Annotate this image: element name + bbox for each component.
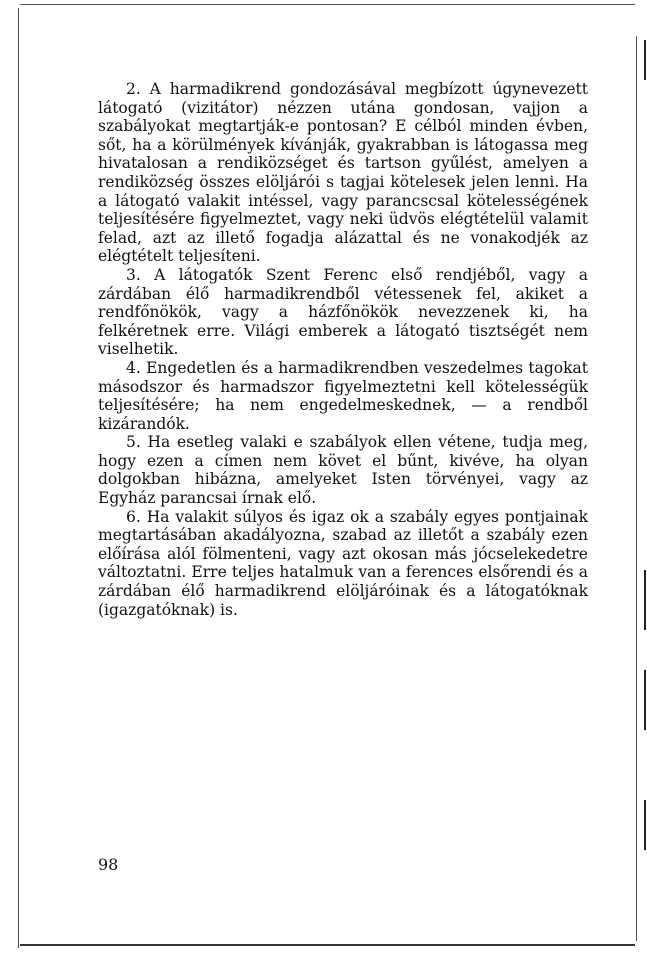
paragraph-4: 4. Engedetlen és a harmadikrendben veszedelmes tagokat másodszor és harmadszor figyelmeztetni kell kötelességük teljesítésére; ha nem engedelmeskednek, — a rendből kizárandók. bbox=[98, 358, 588, 433]
page-number: 98 bbox=[98, 855, 119, 874]
body-text bbox=[98, 80, 588, 619]
scan-mark bbox=[644, 570, 646, 630]
scan-border-bottom bbox=[20, 944, 635, 946]
paragraph-2: 2. A harmadikrend gondozásával megbízott úgynevezett látogató (vizitátor) nézzen utána gondosan, vajjon a szabályokat megtartják-e pontosan? E célból minden évben, sőt, ha a körülmények kívánják, gyakrabban is látogassa meg hivatalosan a rendiközséget és tartson gyűlést, amelyen a rendiközség összes elöljárói s tagjai kötelesek jelen lenni. Ha a látogató valakit intéssel, vagy parancscsal kötelességének teljesítésére figyelmeztet, vagy neki üdvös elégtételül valamit felad, azt az illető fogadja alázattal és ne vonakodjék az elégtételt teljesíteni. bbox=[98, 80, 588, 266]
scan-mark bbox=[644, 800, 646, 850]
scan-mark bbox=[644, 40, 646, 80]
paragraph-6: 6. Ha valakit súlyos és igaz ok a szabály egyes pontjainak megtartásában akadályozna, szabad az illetőt a szabály ezen előírása alól fölmenteni, vagy azt okosan más jócselekedetre változtatni. Erre teljes hatalmuk van a ferences elsőrendi és a zárdában élő harmadikrend elöljáróinak és a látogatóknak (igazgatóknak) is. bbox=[98, 507, 588, 619]
paragraph-3: 3. A látogatók Szent Ferenc első rendjéből, vagy a zárdában élő harmadikrendből vétessenek fel, akiket a rendfőnökök, vagy a házfőnökök nevezzenek ki, ha felkéretnek erre. Világi emberek a látogató tisztségét nem viselhetik. bbox=[98, 265, 588, 359]
scan-border-right bbox=[636, 36, 637, 941]
paragraph-5: 5. Ha esetleg valaki e szabályok ellen vétene, tudja meg, hogy ezen a címen nem követ el bűnt, kivéve, ha olyan dolgokban hibázna, amelyeket Isten törvényei, vagy az Egyház parancsai írnak elő. bbox=[98, 433, 588, 508]
scan-border-left bbox=[18, 8, 19, 948]
scan-mark bbox=[644, 670, 646, 730]
scan-border-top bbox=[20, 4, 635, 5]
